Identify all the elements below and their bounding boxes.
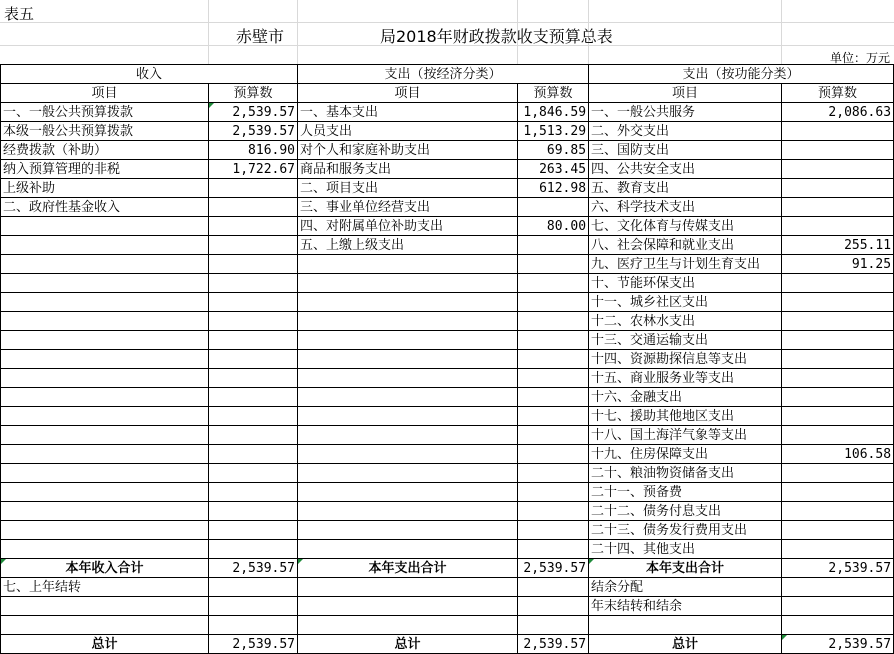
table-row — [1, 274, 894, 293]
func-item-cell[interactable]: 十五、商业服务业等支出 — [589, 369, 782, 388]
econ-item-cell[interactable]: 商品和服务支出 — [298, 160, 518, 179]
income-amount-cell[interactable] — [209, 198, 298, 217]
func-amount-cell[interactable] — [782, 540, 894, 559]
cell-note-flag-icon — [298, 559, 303, 564]
income-amount-cell[interactable] — [209, 217, 298, 236]
econ-amount-cell[interactable] — [518, 464, 589, 483]
table-row — [1, 559, 894, 578]
income-item-cell[interactable] — [1, 312, 209, 331]
income-item-cell[interactable] — [1, 521, 209, 540]
econ-item-cell[interactable]: 总计 — [298, 635, 518, 654]
econ-item-cell[interactable] — [298, 502, 518, 521]
func-amount-cell[interactable] — [782, 331, 894, 350]
func-item-cell[interactable]: 六、科学技术支出 — [589, 198, 782, 217]
unit-label: 单位：万元 — [829, 51, 890, 65]
income-item-cell[interactable] — [1, 293, 209, 312]
income-item-cell[interactable]: 经费拨款（补助） — [1, 141, 209, 160]
income-amount-cell[interactable] — [209, 483, 298, 502]
econ-item-cell[interactable] — [298, 483, 518, 502]
income-amount-cell[interactable] — [209, 312, 298, 331]
econ-amount-cell[interactable]: 1,513.29 — [518, 122, 589, 141]
econ-item-cell[interactable]: 五、上缴上级支出 — [298, 236, 518, 255]
table-row — [1, 179, 894, 198]
func-amount-cell[interactable] — [782, 179, 894, 198]
gridline — [781, 0, 782, 64]
table-row — [1, 369, 894, 388]
income-item-cell[interactable]: 一、一般公共预算拨款 — [1, 103, 209, 122]
income-item-cell[interactable]: 七、上年结转 — [1, 578, 209, 597]
header-amount: 预算数 — [209, 84, 298, 103]
func-item-cell[interactable]: 十三、交通运输支出 — [589, 331, 782, 350]
func-item-cell[interactable] — [589, 559, 782, 578]
func-item-cell[interactable]: 二、外交支出 — [589, 122, 782, 141]
income-amount-cell[interactable] — [209, 255, 298, 274]
income-item-cell[interactable] — [1, 407, 209, 426]
func-amount-cell[interactable] — [782, 578, 894, 597]
income-item-cell[interactable]: 纳入预算管理的非税 — [1, 160, 209, 179]
income-item-cell[interactable]: 总计 — [1, 635, 209, 654]
econ-amount-cell[interactable] — [518, 331, 589, 350]
income-amount-cell[interactable] — [209, 179, 298, 198]
cell-note-flag-icon — [209, 103, 214, 108]
econ-item-cell[interactable] — [298, 464, 518, 483]
cell-value: 2,539.57 — [828, 636, 892, 652]
income-amount-cell[interactable]: 2,539.57 — [209, 635, 298, 654]
income-amount-cell[interactable] — [209, 521, 298, 540]
econ-amount-cell[interactable] — [518, 407, 589, 426]
func-amount-cell[interactable] — [782, 198, 894, 217]
table-row — [1, 350, 894, 369]
func-item-cell[interactable]: 十六、金融支出 — [589, 388, 782, 407]
func-amount-cell[interactable] — [782, 369, 894, 388]
func-item-cell[interactable]: 三、国防支出 — [589, 141, 782, 160]
budget-table — [0, 64, 894, 654]
func-amount-cell[interactable] — [782, 312, 894, 331]
econ-amount-cell[interactable]: 69.85 — [518, 141, 589, 160]
income-amount-cell[interactable] — [209, 597, 298, 616]
econ-item-cell[interactable] — [298, 388, 518, 407]
income-amount-cell[interactable] — [209, 369, 298, 388]
econ-item-cell[interactable] — [298, 312, 518, 331]
econ-item-cell[interactable]: 三、事业单位经营支出 — [298, 198, 518, 217]
table-row — [1, 141, 894, 160]
econ-item-cell[interactable] — [298, 597, 518, 616]
table-row — [1, 293, 894, 312]
header-amount: 预算数 — [782, 84, 894, 103]
econ-item-cell[interactable] — [298, 407, 518, 426]
func-amount-cell[interactable]: 2,086.63 — [782, 103, 894, 122]
table-row — [1, 578, 894, 597]
table-row — [1, 217, 894, 236]
income-amount-cell[interactable] — [209, 236, 298, 255]
gridline — [0, 22, 894, 23]
cell-value: 本年支出合计 — [368, 560, 447, 576]
func-item-cell[interactable]: 二十四、其他支出 — [589, 540, 782, 559]
func-item-cell[interactable]: 十四、资源勘探信息等支出 — [589, 350, 782, 369]
income-item-cell[interactable]: 上级补助 — [1, 179, 209, 198]
header-amount: 预算数 — [518, 84, 589, 103]
func-amount-cell[interactable] — [782, 597, 894, 616]
econ-item-cell[interactable] — [298, 445, 518, 464]
func-item-cell[interactable]: 九、医疗卫生与计划生育支出 — [589, 255, 782, 274]
func-amount-cell[interactable] — [782, 160, 894, 179]
income-item-cell[interactable] — [1, 274, 209, 293]
func-amount-cell[interactable] — [782, 274, 894, 293]
func-amount-cell[interactable] — [782, 521, 894, 540]
table-row — [1, 198, 894, 217]
title-city: 赤壁市 — [236, 27, 285, 46]
header-item: 项目 — [1, 84, 209, 103]
func-item-cell[interactable]: 二十二、债务付息支出 — [589, 502, 782, 521]
econ-amount-cell[interactable] — [518, 198, 589, 217]
func-item-cell[interactable]: 二十三、债务发行费用支出 — [589, 521, 782, 540]
page-title: 局2018年财政拨款收支预算总表 — [380, 27, 613, 46]
econ-amount-cell[interactable] — [518, 540, 589, 559]
func-amount-cell[interactable] — [782, 122, 894, 141]
income-item-cell[interactable] — [1, 217, 209, 236]
table-row — [1, 331, 894, 350]
income-amount-cell[interactable] — [209, 103, 298, 122]
table-row — [1, 388, 894, 407]
cell-value: 2,539.57 — [232, 104, 296, 120]
econ-item-cell[interactable] — [298, 426, 518, 445]
econ-item-cell[interactable]: 四、对附属单位补助支出 — [298, 217, 518, 236]
table-row — [1, 407, 894, 426]
func-amount-cell[interactable] — [782, 483, 894, 502]
income-amount-cell[interactable] — [209, 274, 298, 293]
header-item: 项目 — [589, 84, 782, 103]
func-item-cell[interactable]: 四、公共安全支出 — [589, 160, 782, 179]
cell-note-flag-icon — [782, 635, 787, 640]
func-amount-cell[interactable] — [782, 635, 894, 654]
func-amount-cell[interactable] — [782, 502, 894, 521]
func-item-cell[interactable]: 二十、粮油物资储备支出 — [589, 464, 782, 483]
table-row — [1, 255, 894, 274]
table-row — [1, 464, 894, 483]
func-item-cell[interactable]: 十一、城乡社区支出 — [589, 293, 782, 312]
table-row — [1, 502, 894, 521]
gridline — [208, 0, 209, 64]
econ-amount-cell[interactable]: 263.45 — [518, 160, 589, 179]
econ-amount-cell[interactable] — [518, 293, 589, 312]
func-item-cell[interactable]: 二十一、预备费 — [589, 483, 782, 502]
func-item-cell[interactable]: 十、节能环保支出 — [589, 274, 782, 293]
income-amount-cell[interactable] — [209, 293, 298, 312]
econ-amount-cell[interactable]: 612.98 — [518, 179, 589, 198]
income-item-cell[interactable] — [1, 559, 209, 578]
income-amount-cell[interactable] — [209, 502, 298, 521]
table-row — [1, 635, 894, 654]
table-row — [1, 160, 894, 179]
table-row — [1, 236, 894, 255]
econ-item-cell[interactable]: 人员支出 — [298, 122, 518, 141]
income-item-cell[interactable] — [1, 483, 209, 502]
econ-amount-cell[interactable] — [518, 350, 589, 369]
econ-amount-cell[interactable] — [518, 521, 589, 540]
table-row — [1, 597, 894, 616]
header-item: 项目 — [298, 84, 518, 103]
sheet-tag: 表五 — [4, 5, 35, 23]
func-amount-cell[interactable] — [782, 407, 894, 426]
func-item-cell[interactable]: 七、文化体育与传媒支出 — [589, 217, 782, 236]
func-item-cell[interactable]: 十二、农林水支出 — [589, 312, 782, 331]
econ-item-cell[interactable]: 一、基本支出 — [298, 103, 518, 122]
func-item-cell[interactable]: 十九、住房保障支出 — [589, 445, 782, 464]
func-amount-cell[interactable] — [782, 388, 894, 407]
func-item-cell[interactable]: 十七、援助其他地区支出 — [589, 407, 782, 426]
income-item-cell[interactable]: 二、政府性基金收入 — [1, 198, 209, 217]
func-item-cell[interactable]: 结余分配 — [589, 578, 782, 597]
income-amount-cell[interactable]: 2,539.57 — [209, 122, 298, 141]
econ-amount-cell[interactable] — [518, 502, 589, 521]
table-row — [1, 103, 894, 122]
income-item-cell[interactable] — [1, 597, 209, 616]
func-amount-cell[interactable] — [782, 464, 894, 483]
income-amount-cell[interactable] — [209, 540, 298, 559]
income-item-cell[interactable] — [1, 350, 209, 369]
header-income: 收入 — [1, 65, 298, 84]
table-row — [1, 122, 894, 141]
func-amount-cell[interactable] — [782, 217, 894, 236]
income-item-cell[interactable] — [1, 445, 209, 464]
income-item-cell[interactable] — [1, 426, 209, 445]
income-amount-cell[interactable] — [209, 331, 298, 350]
func-amount-cell[interactable] — [782, 293, 894, 312]
func-amount-cell[interactable]: 106.58 — [782, 445, 894, 464]
func-item-cell[interactable]: 总计 — [589, 635, 782, 654]
func-item-cell[interactable]: 十八、国土海洋气象等支出 — [589, 426, 782, 445]
econ-item-cell[interactable] — [298, 578, 518, 597]
table-row — [1, 540, 894, 559]
header-exp-econ: 支出（按经济分类） — [298, 65, 589, 84]
func-item-cell[interactable]: 五、教育支出 — [589, 179, 782, 198]
func-amount-cell[interactable]: 91.25 — [782, 255, 894, 274]
income-amount-cell[interactable]: 2,539.57 — [209, 559, 298, 578]
income-item-cell[interactable] — [1, 540, 209, 559]
income-amount-cell[interactable] — [209, 388, 298, 407]
econ-amount-cell[interactable]: 2,539.57 — [518, 635, 589, 654]
cell-value: 本年收入合计 — [65, 560, 144, 576]
econ-item-cell[interactable] — [298, 559, 518, 578]
econ-item-cell[interactable] — [298, 369, 518, 388]
income-amount-cell[interactable] — [209, 426, 298, 445]
cell-value: 本年支出合计 — [646, 560, 725, 576]
econ-amount-cell[interactable] — [518, 369, 589, 388]
econ-amount-cell[interactable] — [518, 274, 589, 293]
header-exp-func: 支出（按功能分类） — [589, 65, 894, 84]
income-amount-cell[interactable] — [209, 350, 298, 369]
func-amount-cell[interactable] — [782, 350, 894, 369]
table-row — [1, 426, 894, 445]
table-row — [1, 312, 894, 331]
econ-item-cell[interactable] — [298, 350, 518, 369]
econ-item-cell[interactable] — [298, 255, 518, 274]
table-row — [1, 483, 894, 502]
income-item-cell[interactable] — [1, 388, 209, 407]
cell-note-flag-icon — [589, 559, 594, 564]
func-amount-cell[interactable] — [782, 426, 894, 445]
income-item-cell[interactable] — [1, 255, 209, 274]
income-amount-cell[interactable] — [209, 407, 298, 426]
econ-amount-cell[interactable] — [518, 597, 589, 616]
econ-amount-cell[interactable] — [518, 388, 589, 407]
econ-item-cell[interactable] — [298, 293, 518, 312]
econ-amount-cell[interactable] — [518, 236, 589, 255]
econ-item-cell[interactable]: 对个人和家庭补助支出 — [298, 141, 518, 160]
econ-amount-cell[interactable] — [518, 483, 589, 502]
func-amount-cell[interactable] — [782, 141, 894, 160]
group-header-row — [1, 65, 894, 84]
income-item-cell[interactable] — [1, 502, 209, 521]
econ-amount-cell[interactable] — [518, 445, 589, 464]
income-item-cell[interactable] — [1, 331, 209, 350]
econ-amount-cell[interactable] — [518, 578, 589, 597]
func-item-cell[interactable]: 一、一般公共服务 — [589, 103, 782, 122]
income-amount-cell[interactable]: 1,722.67 — [209, 160, 298, 179]
func-amount-cell[interactable]: 255.11 — [782, 236, 894, 255]
econ-amount-cell[interactable]: 1,846.59 — [518, 103, 589, 122]
income-amount-cell[interactable] — [209, 445, 298, 464]
econ-amount-cell[interactable] — [518, 312, 589, 331]
table-row — [1, 445, 894, 464]
func-item-cell[interactable]: 年末结转和结余 — [589, 597, 782, 616]
econ-item-cell[interactable] — [298, 331, 518, 350]
column-header-row — [1, 84, 894, 103]
income-amount-cell[interactable] — [209, 578, 298, 597]
income-item-cell[interactable]: 本级一般公共预算拨款 — [1, 122, 209, 141]
econ-amount-cell[interactable] — [518, 426, 589, 445]
income-amount-cell[interactable]: 816.90 — [209, 141, 298, 160]
income-item-cell[interactable] — [1, 236, 209, 255]
func-item-cell[interactable]: 八、社会保障和就业支出 — [589, 236, 782, 255]
econ-amount-cell[interactable] — [518, 255, 589, 274]
income-item-cell[interactable] — [1, 369, 209, 388]
gridline — [297, 0, 298, 64]
cell-note-flag-icon — [1, 559, 6, 564]
func-amount-cell[interactable]: 2,539.57 — [782, 559, 894, 578]
income-amount-cell[interactable] — [209, 464, 298, 483]
econ-item-cell[interactable]: 二、项目支出 — [298, 179, 518, 198]
table-row — [1, 521, 894, 540]
econ-amount-cell[interactable]: 2,539.57 — [518, 559, 589, 578]
econ-item-cell[interactable] — [298, 540, 518, 559]
econ-item-cell[interactable] — [298, 274, 518, 293]
econ-item-cell[interactable] — [298, 521, 518, 540]
econ-amount-cell[interactable]: 80.00 — [518, 217, 589, 236]
income-item-cell[interactable] — [1, 464, 209, 483]
